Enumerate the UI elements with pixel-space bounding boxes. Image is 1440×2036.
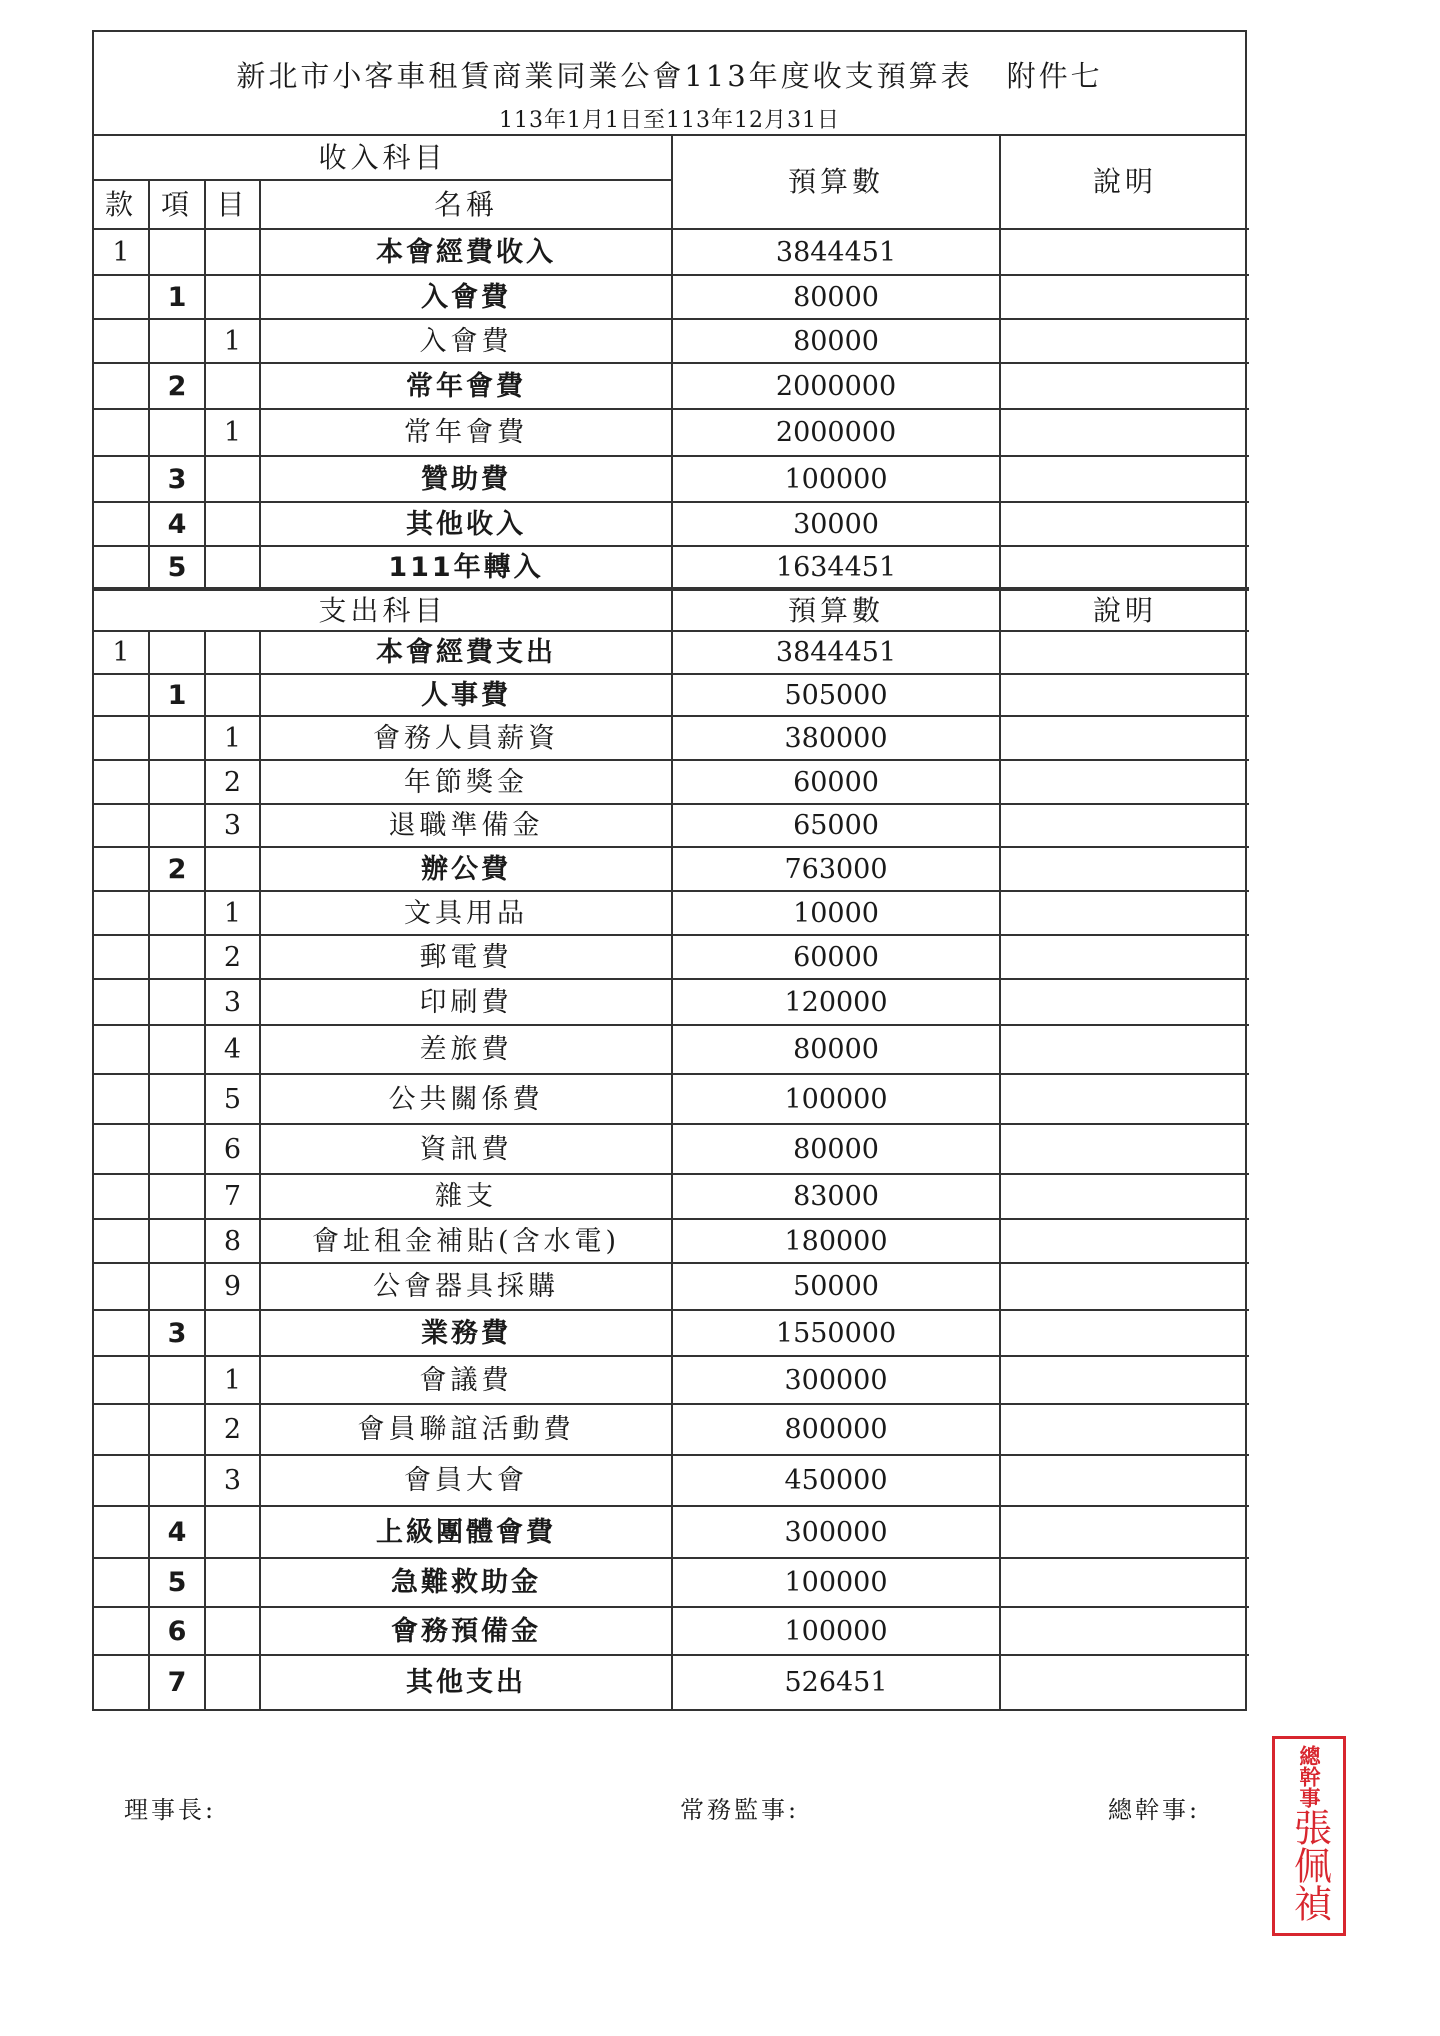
expense-xiang-cell bbox=[149, 1174, 205, 1219]
expense-item-name: 年節獎金 bbox=[260, 760, 672, 804]
expense-xiang-cell: 6 bbox=[149, 1607, 205, 1655]
expense-note-cell bbox=[1000, 1074, 1249, 1124]
expense-kuan-cell bbox=[94, 1174, 149, 1219]
income-kuan-cell: 1 bbox=[94, 229, 149, 275]
expense-row bbox=[94, 1356, 1249, 1404]
expense-amount: 120000 bbox=[672, 979, 1000, 1025]
income-xiang-cell: 3 bbox=[149, 456, 205, 502]
expense-xiang-cell: 5 bbox=[149, 1558, 205, 1607]
budget-period: 113年1月1日至113年12月31日 bbox=[499, 108, 840, 133]
income-mu-cell bbox=[205, 546, 260, 589]
income-note-cell bbox=[1000, 319, 1249, 363]
expense-item-name: 雜支 bbox=[260, 1174, 672, 1219]
expense-item-name: 退職準備金 bbox=[260, 804, 672, 847]
expense-note-cell bbox=[1000, 1558, 1249, 1607]
secretary-signature-label: 總幹事: bbox=[1108, 1796, 1201, 1824]
expense-xiang-cell bbox=[149, 1404, 205, 1455]
expense-amount: 763000 bbox=[672, 847, 1000, 891]
expense-kuan-cell bbox=[94, 847, 149, 891]
name-header: 名稱 bbox=[260, 180, 672, 229]
income-header-row bbox=[94, 136, 1249, 180]
income-item-name: 其他收入 bbox=[260, 502, 672, 546]
income-kuan-cell bbox=[94, 319, 149, 363]
expense-mu-cell: 9 bbox=[205, 1263, 260, 1310]
expense-row bbox=[94, 716, 1249, 760]
expense-mu-cell bbox=[205, 674, 260, 716]
expense-xiang-cell: 3 bbox=[149, 1310, 205, 1356]
expense-row bbox=[94, 979, 1249, 1025]
expense-note-cell bbox=[1000, 674, 1249, 716]
income-xiang-cell bbox=[149, 409, 205, 456]
expense-amount: 300000 bbox=[672, 1506, 1000, 1558]
seal-name: 張佩禎 bbox=[1287, 1808, 1332, 1922]
income-item-name: 常年會費 bbox=[260, 363, 672, 409]
expense-kuan-cell bbox=[94, 1025, 149, 1074]
income-subject-header: 收入科目 bbox=[94, 136, 672, 180]
expense-kuan-cell bbox=[94, 1124, 149, 1174]
expense-kuan-cell bbox=[94, 804, 149, 847]
expense-mu-cell bbox=[205, 1558, 260, 1607]
title-box bbox=[94, 32, 1245, 136]
income-note-cell bbox=[1000, 456, 1249, 502]
expense-xiang-cell bbox=[149, 891, 205, 935]
expense-xiang-cell bbox=[149, 979, 205, 1025]
income-mu-cell bbox=[205, 456, 260, 502]
expense-item-name: 辦公費 bbox=[260, 847, 672, 891]
expense-kuan-cell bbox=[94, 979, 149, 1025]
income-amount: 30000 bbox=[672, 502, 1000, 546]
income-item-name: 入會費 bbox=[260, 275, 672, 319]
expense-amount: 80000 bbox=[672, 1124, 1000, 1174]
expense-amount: 800000 bbox=[672, 1404, 1000, 1455]
income-kuan-cell bbox=[94, 409, 149, 456]
expense-kuan-cell bbox=[94, 1404, 149, 1455]
income-kuan-cell bbox=[94, 502, 149, 546]
expense-kuan-cell bbox=[94, 1310, 149, 1356]
expense-mu-cell bbox=[205, 1655, 260, 1709]
expense-amount: 1550000 bbox=[672, 1310, 1000, 1356]
expense-kuan-cell bbox=[94, 1506, 149, 1558]
expense-mu-cell bbox=[205, 1310, 260, 1356]
expense-xiang-cell bbox=[149, 1263, 205, 1310]
income-xiang-cell: 2 bbox=[149, 363, 205, 409]
expense-amount: 526451 bbox=[672, 1655, 1000, 1709]
expense-kuan-cell bbox=[94, 891, 149, 935]
secretary-seal-stamp bbox=[1272, 1736, 1346, 1936]
expense-mu-cell: 2 bbox=[205, 935, 260, 979]
expense-item-name: 其他支出 bbox=[260, 1655, 672, 1709]
income-mu-cell: 1 bbox=[205, 409, 260, 456]
expense-xiang-cell bbox=[149, 1074, 205, 1124]
expense-row bbox=[94, 1174, 1249, 1219]
document-title: 新北市小客車租賃商業同業公會113年度收支預算表 bbox=[236, 59, 973, 93]
expense-item-name: 會員大會 bbox=[260, 1455, 672, 1506]
expense-kuan-cell bbox=[94, 1074, 149, 1124]
expense-amount: 60000 bbox=[672, 935, 1000, 979]
expense-mu-cell: 1 bbox=[205, 716, 260, 760]
expense-note-cell bbox=[1000, 979, 1249, 1025]
income-amount: 80000 bbox=[672, 275, 1000, 319]
expense-xiang-cell bbox=[149, 804, 205, 847]
expense-amount: 100000 bbox=[672, 1607, 1000, 1655]
expense-xiang-cell bbox=[149, 1025, 205, 1074]
expense-item-name: 人事費 bbox=[260, 674, 672, 716]
income-budget-header: 預算數 bbox=[672, 136, 1000, 229]
expense-item-name: 會議費 bbox=[260, 1356, 672, 1404]
expense-amount: 3844451 bbox=[672, 631, 1000, 674]
expense-mu-cell bbox=[205, 847, 260, 891]
expense-note-cell bbox=[1000, 1455, 1249, 1506]
income-note-header: 說明 bbox=[1000, 136, 1249, 229]
income-note-cell bbox=[1000, 502, 1249, 546]
income-note-cell bbox=[1000, 229, 1249, 275]
expense-note-cell bbox=[1000, 935, 1249, 979]
expense-item-name: 公共關係費 bbox=[260, 1074, 672, 1124]
mu-header: 目 bbox=[205, 180, 260, 229]
expense-kuan-cell bbox=[94, 1219, 149, 1263]
expense-note-cell bbox=[1000, 891, 1249, 935]
expense-mu-cell bbox=[205, 1506, 260, 1558]
expense-mu-cell: 8 bbox=[205, 1219, 260, 1263]
expense-amount: 180000 bbox=[672, 1219, 1000, 1263]
income-item-name: 本會經費收入 bbox=[260, 229, 672, 275]
expense-note-cell bbox=[1000, 760, 1249, 804]
expense-kuan-cell: 1 bbox=[94, 631, 149, 674]
expense-note-cell bbox=[1000, 1219, 1249, 1263]
supervisor-signature-label: 常務監事: bbox=[680, 1796, 800, 1824]
expense-amount: 80000 bbox=[672, 1025, 1000, 1074]
income-kuan-cell bbox=[94, 456, 149, 502]
expense-kuan-cell bbox=[94, 1356, 149, 1404]
expense-kuan-cell bbox=[94, 716, 149, 760]
expense-amount: 450000 bbox=[672, 1455, 1000, 1506]
income-amount: 80000 bbox=[672, 319, 1000, 363]
expense-mu-cell: 4 bbox=[205, 1025, 260, 1074]
expense-row bbox=[94, 1655, 1249, 1709]
expense-amount: 100000 bbox=[672, 1558, 1000, 1607]
expense-amount: 60000 bbox=[672, 760, 1000, 804]
expense-row bbox=[94, 1506, 1249, 1558]
income-row bbox=[94, 319, 1249, 363]
expense-xiang-cell bbox=[149, 716, 205, 760]
expense-kuan-cell bbox=[94, 1263, 149, 1310]
expense-amount: 100000 bbox=[672, 1074, 1000, 1124]
income-row bbox=[94, 456, 1249, 502]
income-mu-cell bbox=[205, 502, 260, 546]
expense-xiang-cell bbox=[149, 1455, 205, 1506]
expense-kuan-cell bbox=[94, 760, 149, 804]
expense-mu-cell: 2 bbox=[205, 760, 260, 804]
income-xiang-cell bbox=[149, 319, 205, 363]
expense-item-name: 資訊費 bbox=[260, 1124, 672, 1174]
expense-note-cell bbox=[1000, 1025, 1249, 1074]
expense-item-name: 會址租金補貼(含水電) bbox=[260, 1219, 672, 1263]
expense-xiang-cell bbox=[149, 1356, 205, 1404]
income-amount: 3844451 bbox=[672, 229, 1000, 275]
expense-note-cell bbox=[1000, 1174, 1249, 1219]
expense-row bbox=[94, 891, 1249, 935]
expense-item-name: 會員聯誼活動費 bbox=[260, 1404, 672, 1455]
expense-note-cell bbox=[1000, 716, 1249, 760]
income-xiang-cell: 5 bbox=[149, 546, 205, 589]
income-note-cell bbox=[1000, 546, 1249, 589]
expense-mu-cell: 1 bbox=[205, 891, 260, 935]
xiang-header: 項 bbox=[149, 180, 205, 229]
expense-item-name: 業務費 bbox=[260, 1310, 672, 1356]
expense-kuan-cell bbox=[94, 1655, 149, 1709]
expense-kuan-cell bbox=[94, 935, 149, 979]
income-row bbox=[94, 409, 1249, 456]
income-xiang-cell: 4 bbox=[149, 502, 205, 546]
expense-amount: 10000 bbox=[672, 891, 1000, 935]
budget-sheet bbox=[92, 30, 1247, 1711]
document-title-line bbox=[94, 32, 1245, 95]
expense-note-cell bbox=[1000, 804, 1249, 847]
income-item-name: 贊助費 bbox=[260, 456, 672, 502]
expense-item-name: 差旅費 bbox=[260, 1025, 672, 1074]
expense-item-name: 本會經費支出 bbox=[260, 631, 672, 674]
income-mu-cell bbox=[205, 229, 260, 275]
expense-xiang-cell bbox=[149, 935, 205, 979]
income-kuan-cell bbox=[94, 275, 149, 319]
expense-mu-cell: 3 bbox=[205, 1455, 260, 1506]
income-amount: 100000 bbox=[672, 456, 1000, 502]
expense-row bbox=[94, 1404, 1249, 1455]
expense-row bbox=[94, 1124, 1249, 1174]
expense-note-cell bbox=[1000, 1607, 1249, 1655]
income-note-cell bbox=[1000, 363, 1249, 409]
expense-xiang-cell: 4 bbox=[149, 1506, 205, 1558]
expense-xiang-cell: 1 bbox=[149, 674, 205, 716]
income-row bbox=[94, 546, 1249, 589]
expense-item-name: 會務人員薪資 bbox=[260, 716, 672, 760]
expense-kuan-cell bbox=[94, 1558, 149, 1607]
expense-xiang-cell bbox=[149, 1219, 205, 1263]
expense-mu-cell bbox=[205, 631, 260, 674]
income-amount: 2000000 bbox=[672, 363, 1000, 409]
expense-mu-cell: 2 bbox=[205, 1404, 260, 1455]
expense-xiang-cell bbox=[149, 1124, 205, 1174]
expense-note-cell bbox=[1000, 847, 1249, 891]
income-item-name: 111年轉入 bbox=[260, 546, 672, 589]
expense-subject-header: 支出科目 bbox=[94, 589, 672, 631]
income-item-name: 入會費 bbox=[260, 319, 672, 363]
expense-kuan-cell bbox=[94, 1455, 149, 1506]
expense-item-name: 印刷費 bbox=[260, 979, 672, 1025]
expense-row bbox=[94, 1455, 1249, 1506]
expense-note-cell bbox=[1000, 1310, 1249, 1356]
expense-xiang-cell bbox=[149, 760, 205, 804]
expense-xiang-cell bbox=[149, 631, 205, 674]
expense-item-name: 文具用品 bbox=[260, 891, 672, 935]
income-item-name: 常年會費 bbox=[260, 409, 672, 456]
expense-row bbox=[94, 1219, 1249, 1263]
income-xiang-cell bbox=[149, 229, 205, 275]
expense-row bbox=[94, 1025, 1249, 1074]
expense-row bbox=[94, 760, 1249, 804]
income-mu-cell: 1 bbox=[205, 319, 260, 363]
expense-note-cell bbox=[1000, 1263, 1249, 1310]
expense-amount: 65000 bbox=[672, 804, 1000, 847]
expense-mu-cell: 3 bbox=[205, 979, 260, 1025]
income-row bbox=[94, 229, 1249, 275]
expense-mu-cell: 7 bbox=[205, 1174, 260, 1219]
expense-row bbox=[94, 674, 1249, 716]
income-amount: 1634451 bbox=[672, 546, 1000, 589]
attachment-label: 附件七 bbox=[1006, 59, 1103, 93]
income-note-cell bbox=[1000, 409, 1249, 456]
expense-row bbox=[94, 1263, 1249, 1310]
income-xiang-cell: 1 bbox=[149, 275, 205, 319]
expense-row bbox=[94, 1310, 1249, 1356]
budget-table bbox=[94, 136, 1249, 1709]
expense-amount: 50000 bbox=[672, 1263, 1000, 1310]
expense-mu-cell: 5 bbox=[205, 1074, 260, 1124]
expense-amount: 380000 bbox=[672, 716, 1000, 760]
expense-row bbox=[94, 847, 1249, 891]
expense-kuan-cell bbox=[94, 1607, 149, 1655]
kuan-header: 款 bbox=[94, 180, 149, 229]
expense-row bbox=[94, 1558, 1249, 1607]
expense-item-name: 急難救助金 bbox=[260, 1558, 672, 1607]
income-row bbox=[94, 363, 1249, 409]
expense-header-row bbox=[94, 589, 1249, 631]
expense-mu-cell bbox=[205, 1607, 260, 1655]
expense-item-name: 上級團體會費 bbox=[260, 1506, 672, 1558]
chairman-signature-label: 理事長: bbox=[124, 1796, 217, 1824]
expense-note-cell bbox=[1000, 1124, 1249, 1174]
expense-row bbox=[94, 631, 1249, 674]
expense-xiang-cell: 7 bbox=[149, 1655, 205, 1709]
expense-xiang-cell: 2 bbox=[149, 847, 205, 891]
expense-mu-cell: 3 bbox=[205, 804, 260, 847]
income-mu-cell bbox=[205, 363, 260, 409]
expense-mu-cell: 1 bbox=[205, 1356, 260, 1404]
expense-amount: 300000 bbox=[672, 1356, 1000, 1404]
expense-item-name: 公會器具採購 bbox=[260, 1263, 672, 1310]
expense-row bbox=[94, 1074, 1249, 1124]
expense-note-cell bbox=[1000, 1404, 1249, 1455]
expense-row bbox=[94, 1607, 1249, 1655]
expense-amount: 505000 bbox=[672, 674, 1000, 716]
income-kuan-cell bbox=[94, 546, 149, 589]
expense-kuan-cell bbox=[94, 674, 149, 716]
expense-note-cell bbox=[1000, 1356, 1249, 1404]
expense-note-cell bbox=[1000, 1655, 1249, 1709]
income-kuan-cell bbox=[94, 363, 149, 409]
income-amount: 2000000 bbox=[672, 409, 1000, 456]
income-mu-cell bbox=[205, 275, 260, 319]
expense-row bbox=[94, 804, 1249, 847]
income-row bbox=[94, 275, 1249, 319]
income-row bbox=[94, 502, 1249, 546]
expense-item-name: 會務預備金 bbox=[260, 1607, 672, 1655]
expense-note-cell bbox=[1000, 631, 1249, 674]
expense-note-header: 說明 bbox=[1000, 589, 1249, 631]
income-note-cell bbox=[1000, 275, 1249, 319]
expense-row bbox=[94, 935, 1249, 979]
expense-mu-cell: 6 bbox=[205, 1124, 260, 1174]
expense-note-cell bbox=[1000, 1506, 1249, 1558]
seal-title: 總幹事 bbox=[1297, 1745, 1322, 1808]
expense-amount: 83000 bbox=[672, 1174, 1000, 1219]
expense-budget-header: 預算數 bbox=[672, 589, 1000, 631]
expense-item-name: 郵電費 bbox=[260, 935, 672, 979]
